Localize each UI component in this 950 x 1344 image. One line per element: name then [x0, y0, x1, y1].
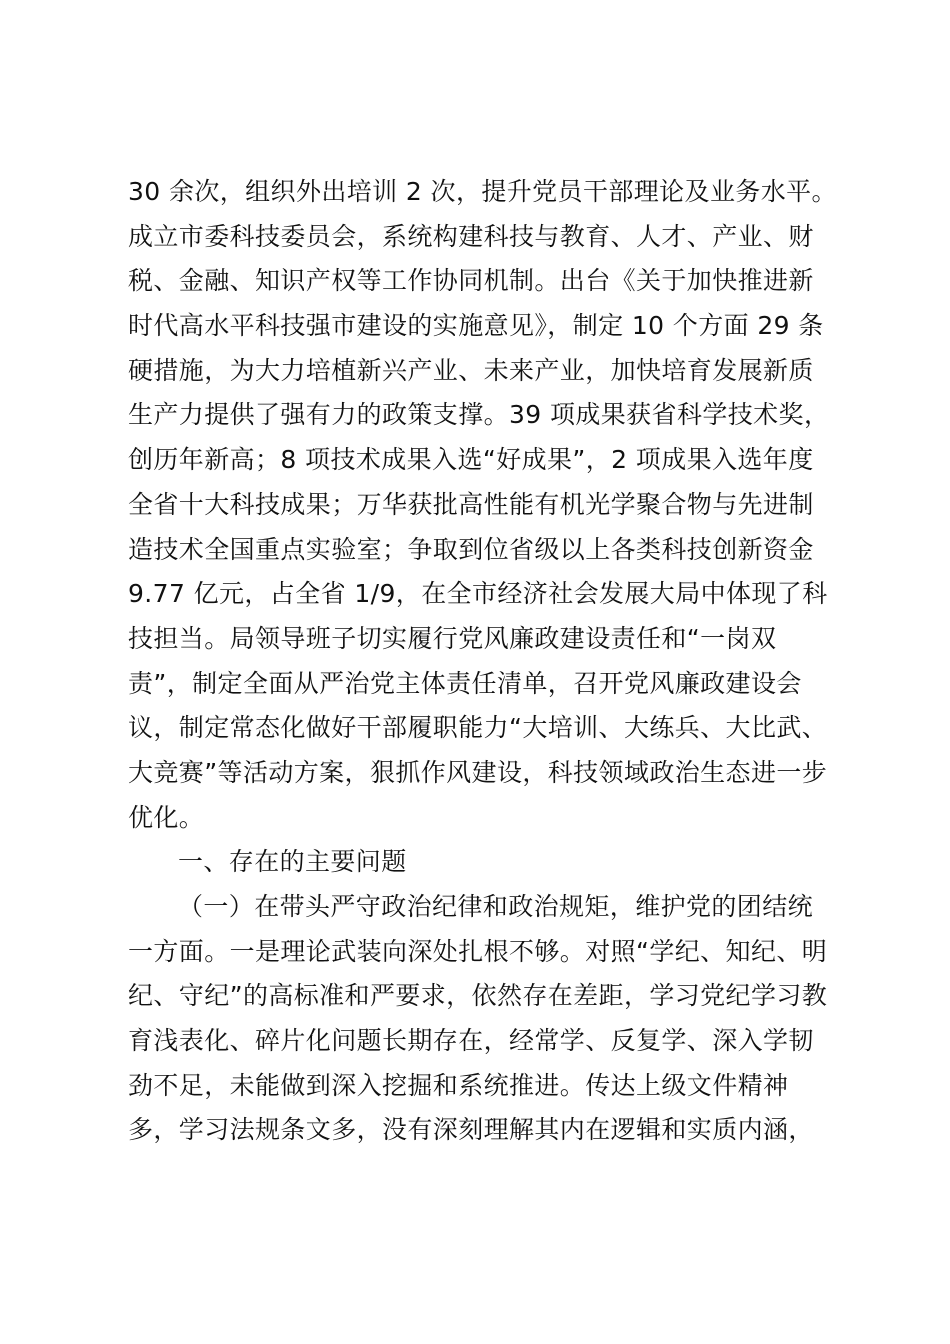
text-line: 纪、守纪”的高标准和严要求，依然存在差距，学习党纪学习教 [128, 981, 828, 1011]
text-line: 技担当。局领导班子切实履行党风廉政建设责任和“一岗双 [128, 623, 777, 653]
text-line: 时代高水平科技强市建设的实施意见》，制定 10 个方面 29 条 [128, 311, 824, 341]
text-line: 育浅表化、碎片化问题长期存在，经常学、反复学、深入学韧 [128, 1026, 814, 1056]
text-line: （一）在带头严守政治纪律和政治规矩，维护党的团结统 [178, 892, 814, 921]
text-line: 大竞赛”等活动方案，狠抓作风建设，科技领域政治生态进一步 [128, 757, 828, 787]
text-line: 一方面。一是理论武装向深处扎根不够。对照“学纪、知纪、明 [128, 936, 828, 966]
text-line: 议，制定常态化做好干部履职能力“大培训、大练兵、大比武、 [128, 713, 828, 743]
text-line: 成立市委科技委员会，系统构建科技与教育、人才、产业、财 [128, 221, 814, 251]
document-body [128, 170, 837, 1153]
text-line: 劲不足，未能做到深入挖掘和系统推进。传达上级文件精神 [128, 1070, 789, 1100]
text-line: 责”，制定全面从严治党主体责任清单，召开党风廉政建设会 [128, 668, 802, 698]
text-line: 税、金融、知识产权等工作协同机制。出台《关于加快推进新 [128, 266, 814, 296]
text-line: 全省十大科技成果；万华获批高性能有机光学聚合物与先进制 [128, 489, 814, 519]
text-line: 优化。 [128, 802, 205, 832]
text-line: 多，学习法规条文多，没有深刻理解其内在逻辑和实质内涵， [128, 1115, 814, 1145]
text-line: 生产力提供了强有力的政策支撑。39 项成果获省科学技术奖， [128, 400, 830, 430]
text-line: 造技术全国重点实验室；争取到位省级以上各类科技创新资金 [128, 534, 814, 564]
section-heading: 一、存在的主要问题 [178, 847, 407, 877]
text-line: 9.77 亿元，占全省 1/9，在全市经济社会发展大局中体现了科 [128, 579, 828, 609]
text-line: 30 余次，组织外出培训 2 次，提升党员干部理论及业务水平。 [128, 177, 837, 206]
text-line: 硬措施，为大力培植新兴产业、未来产业，加快培育发展新质 [128, 355, 814, 385]
text-line: 创历年新高；8 项技术成果入选“好成果”，2 项成果入选年度 [128, 445, 814, 475]
